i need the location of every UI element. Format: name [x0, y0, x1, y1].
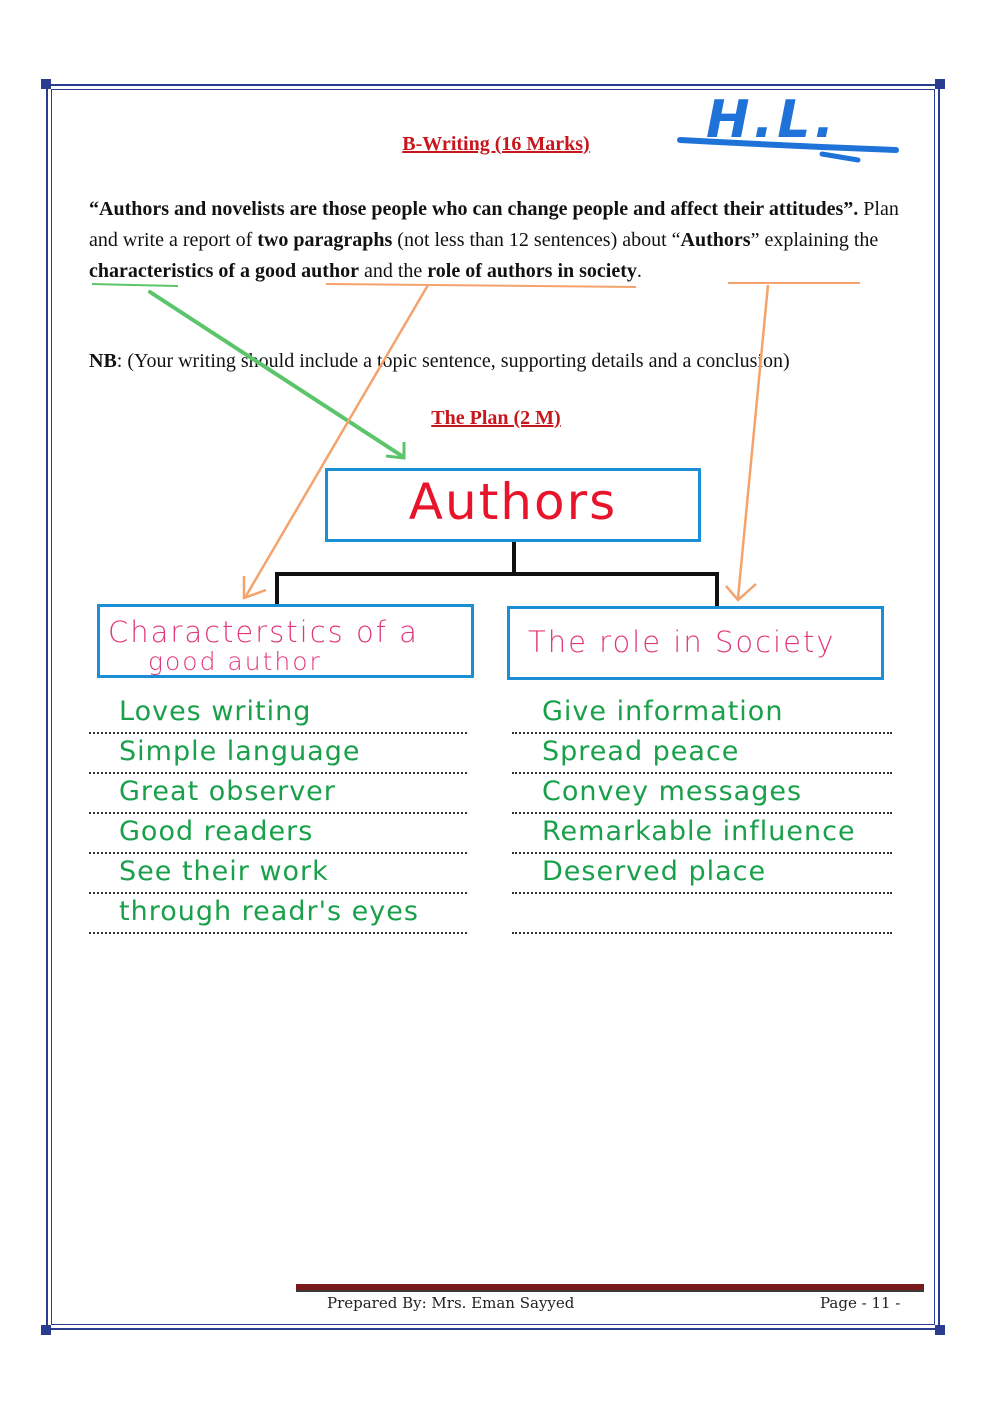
footer-page-number: Page - 11 - [820, 1294, 901, 1312]
border-corner [935, 79, 945, 89]
authors-title: Authors [408, 473, 618, 531]
initials-mark: H.L. [706, 90, 839, 150]
characteristics-title-line2: good author [148, 647, 322, 676]
prompt-characteristics: characteristics of a good author [89, 260, 359, 282]
list-item: Great observer [89, 774, 467, 814]
characteristics-list [89, 694, 467, 938]
role-title: The role in Society [528, 625, 836, 659]
list-item: See their work [89, 854, 467, 894]
list-item: through readr's eyes [89, 894, 467, 934]
characteristics-box [97, 604, 474, 678]
border-corner [935, 1325, 945, 1335]
characteristics-title-line1: Characterstics of a [108, 615, 419, 649]
nb-note: NB: (Your writing should include a topic sentence, supporting details and a conclusion) [89, 350, 790, 372]
footer-rule [296, 1284, 924, 1292]
plan-heading: The Plan (2 M) [431, 407, 561, 429]
footer-prepared-by: Prepared By: Mrs. Eman Sayyed [327, 1294, 575, 1312]
list-item: Remarkable influence [512, 814, 892, 854]
list-item: Good readers [89, 814, 467, 854]
prompt-role: role of authors in society [427, 260, 637, 282]
prompt-authors-word: Authors [680, 229, 751, 251]
border-corner [41, 79, 51, 89]
role-box [507, 606, 884, 680]
list-item: Loves writing [89, 694, 467, 734]
list-item [512, 894, 892, 934]
writing-prompt: “Authors and novelists are those people who can change people and affect their attitudes”. Plan and write a report of two paragraphs (not less than 12 sentences) about “Authors” explaining the characteristics of a good author and the role of authors in society. [89, 198, 899, 282]
role-list [512, 694, 892, 938]
list-item: Spread peace [512, 734, 892, 774]
list-item: Give information [512, 694, 892, 734]
list-item: Deserved place [512, 854, 892, 894]
list-item: Simple language [89, 734, 467, 774]
section-heading: B-Writing (16 Marks) [402, 133, 590, 155]
border-corner [41, 1325, 51, 1335]
list-item: Convey messages [512, 774, 892, 814]
prompt-quote: “Authors and novelists are those people who can change people and affect their attitudes”. [89, 198, 859, 220]
authors-box [325, 468, 701, 542]
